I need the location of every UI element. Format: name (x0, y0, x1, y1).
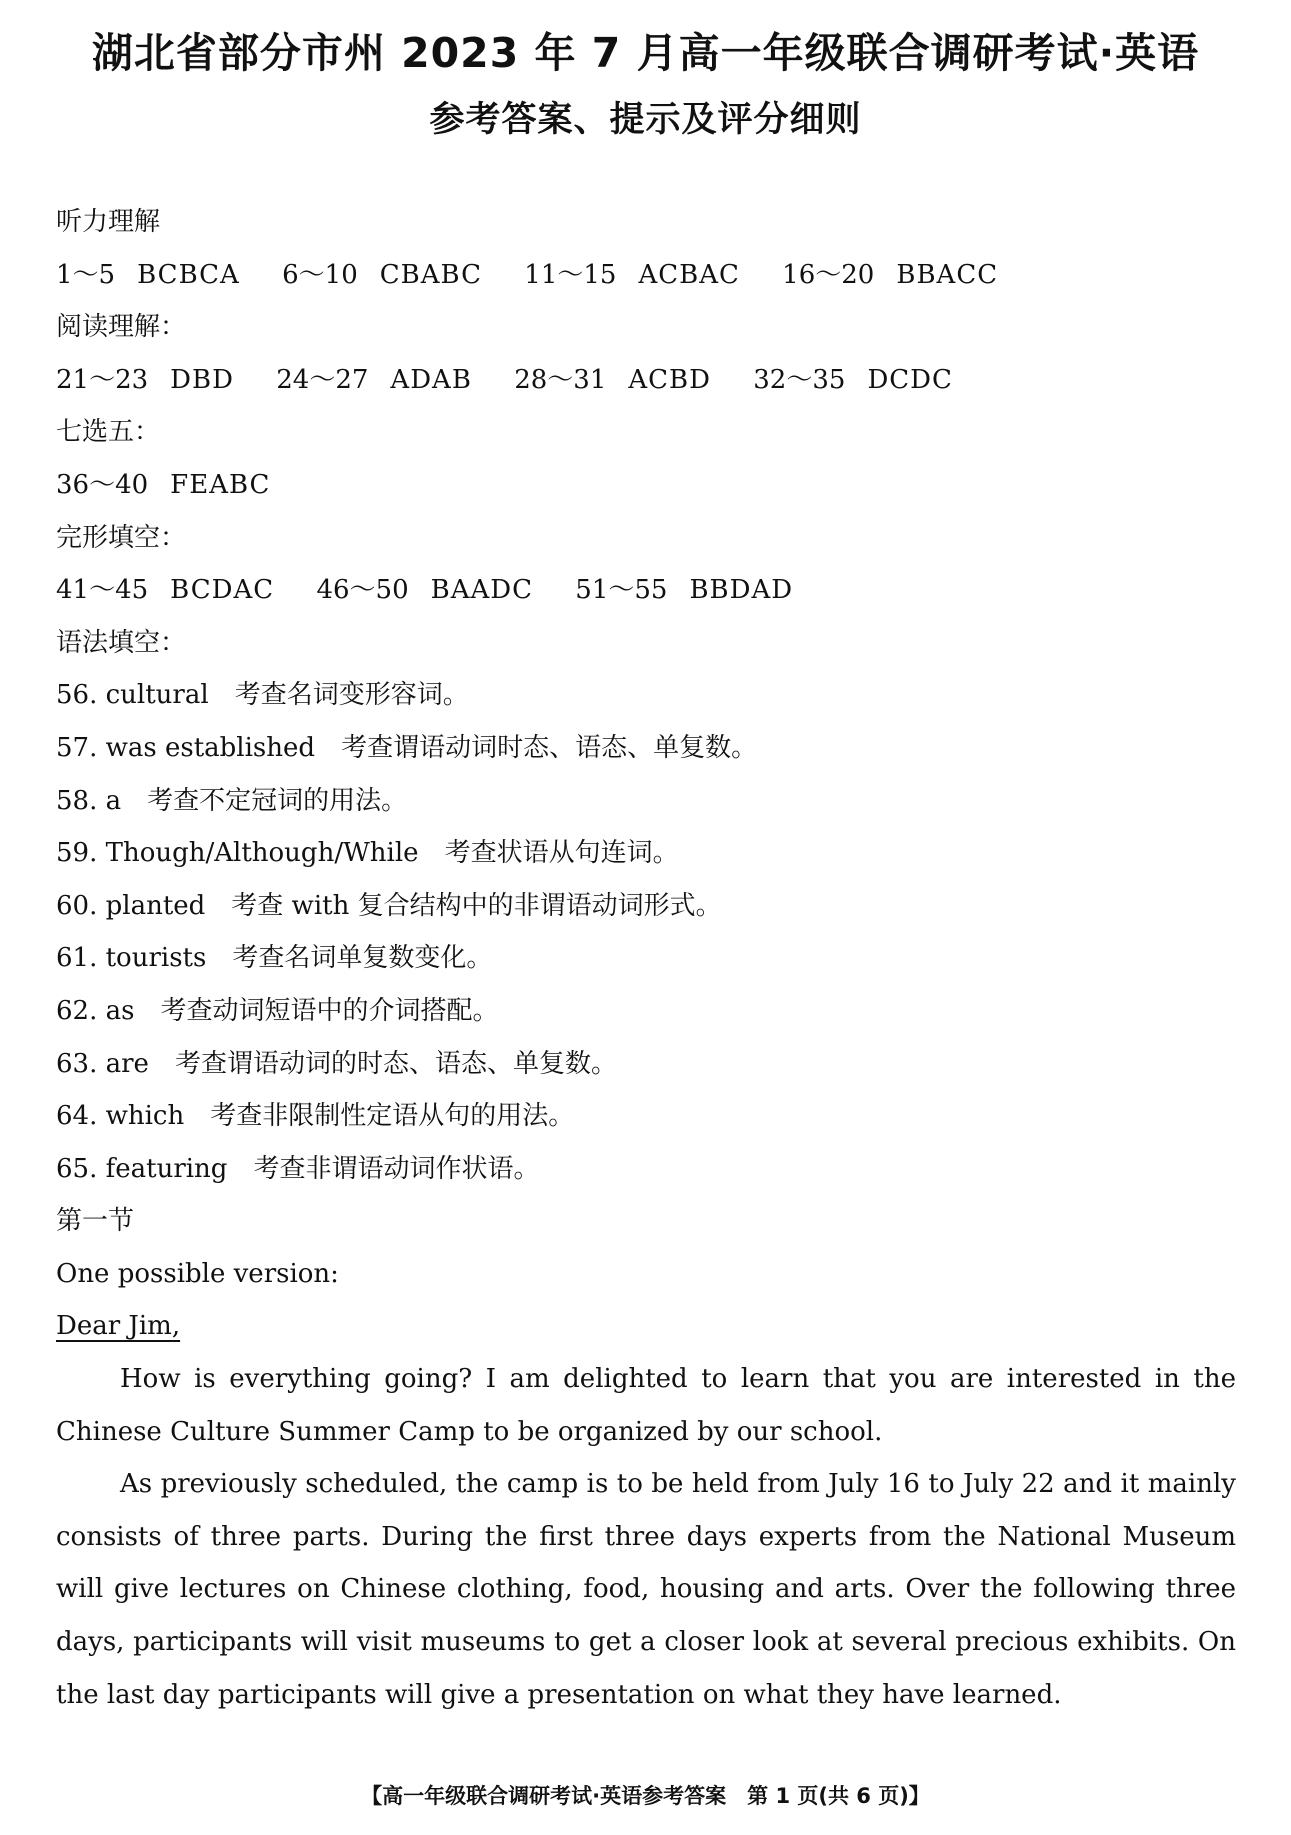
grammar-item (56, 880, 1236, 933)
letter-salutation: Dear Jim, (56, 1311, 181, 1342)
grammar-item (56, 722, 1236, 775)
page-footer: 【高一年级联合调研考试·英语参考答案 第 1 页(共 6 页)】 (361, 1784, 930, 1808)
answer-key: BCBCA (137, 259, 240, 290)
grammar-item (56, 1143, 1236, 1196)
question-range: 21～23 (56, 364, 149, 395)
grammar-item (56, 1038, 1236, 1091)
question-range: 1～5 (56, 259, 116, 290)
answer-group (753, 354, 987, 407)
grammar-answer: 57. was established (56, 732, 316, 763)
grammar-answer: 62. as (56, 995, 135, 1026)
answer-group (782, 249, 1032, 302)
grammar-item (56, 985, 1236, 1038)
grammar-answer: 56. cultural (56, 680, 209, 711)
writing-heading: 第一节 (56, 1206, 135, 1237)
grammar-note: 考查动词短语中的介词搭配。 (160, 995, 499, 1026)
question-range: 6～10 (282, 259, 358, 290)
reading-heading: 阅读理解： (56, 312, 187, 343)
question-range: 28～31 (514, 364, 607, 395)
grammar-answer: 61. tourists (56, 943, 207, 974)
grammar-note: 考查谓语动词的时态、语态、单复数。 (174, 1048, 617, 1079)
grammar-note: 考查状语从句连词。 (444, 838, 679, 869)
answer-group (514, 354, 745, 407)
listening-heading: 听力理解 (56, 207, 161, 237)
answer-key: FEABC (170, 469, 271, 500)
grammar-item (56, 775, 1236, 828)
answer-content (56, 196, 1236, 1721)
answer-group (56, 249, 274, 302)
answer-key: DCDC (867, 364, 953, 395)
grammar-note: 考查 with 复合结构中的非谓语动词形式。 (231, 890, 722, 921)
reading-answers (56, 354, 1236, 407)
answer-group (56, 354, 268, 407)
question-range: 16～20 (782, 259, 875, 290)
grammar-answer: 64. which (56, 1101, 185, 1132)
question-range: 24～27 (276, 364, 369, 395)
answer-key: ADAB (390, 364, 472, 395)
letter-paragraph: As previously scheduled, the camp is to be held from July 16 to July 22 and it mainly consists of three parts. During the first three days experts from the National Museum will give lectures on Chinese clothing, food, housing and arts. Over the following three days, participants will visit museums to get a closer look at several precious exhibits. On the last day participants will give a presentation on what they have learned. (56, 1469, 1236, 1710)
answer-group (276, 354, 506, 407)
question-range: 51～55 (575, 575, 668, 606)
letter-paragraph: How is everything going? I am delighted to learn that you are interested in the Chinese Culture Summer Camp to be organized by our school. (56, 1364, 1236, 1447)
seven-five-heading: 七选五： (56, 417, 161, 448)
question-range: 36～40 (56, 469, 149, 500)
page-subtitle: 参考答案、提示及评分细则 (429, 100, 862, 140)
answer-key: CBABC (379, 259, 483, 290)
cloze-answers (56, 564, 1236, 617)
answer-key: BBDAD (689, 575, 794, 606)
version-label: One possible version: (56, 1258, 339, 1289)
answer-key: BAADC (430, 575, 534, 606)
grammar-note: 考查不定冠词的用法。 (147, 785, 408, 816)
grammar-answer: 65. featuring (56, 1153, 228, 1184)
grammar-note: 考查名词变形容词。 (234, 680, 469, 711)
answer-group (575, 564, 827, 617)
question-range: 46～50 (316, 575, 409, 606)
answer-group (56, 459, 304, 512)
question-range: 32～35 (753, 364, 846, 395)
grammar-answer: 60. planted (56, 890, 206, 921)
grammar-answer: 63. are (56, 1048, 149, 1079)
answer-group (56, 564, 308, 617)
answer-key: BBACC (896, 259, 999, 290)
grammar-item (56, 827, 1236, 880)
page-title: 湖北省部分市州 2023 年 7 月高一年级联合调研考试·英语 (91, 29, 1200, 77)
grammar-heading: 语法填空： (56, 627, 187, 658)
question-range: 41～45 (56, 575, 149, 606)
grammar-note: 考查名词单复数变化。 (232, 943, 493, 974)
seven-five-answers (56, 459, 1236, 512)
grammar-item (56, 1090, 1236, 1143)
answer-group (282, 249, 516, 302)
grammar-item (56, 669, 1236, 722)
grammar-answer: 58. a (56, 785, 122, 816)
grammar-note: 考查谓语动词时态、语态、单复数。 (341, 732, 758, 763)
answer-key: BCDAC (170, 575, 275, 606)
answer-group (316, 564, 567, 617)
answer-key: DBD (170, 364, 234, 395)
cloze-heading: 完形填空： (56, 522, 187, 553)
answer-key: ACBD (628, 364, 711, 395)
grammar-note: 考查非限制性定语从句的用法。 (210, 1101, 575, 1132)
grammar-answer: 59. Though/Although/While (56, 838, 419, 869)
answer-key: ACBAC (638, 259, 740, 290)
grammar-note: 考查非谓语动词作状语。 (253, 1153, 540, 1184)
grammar-item (56, 932, 1236, 985)
question-range: 11～15 (524, 259, 617, 290)
answer-group (524, 249, 774, 302)
listening-answers (56, 249, 1236, 302)
